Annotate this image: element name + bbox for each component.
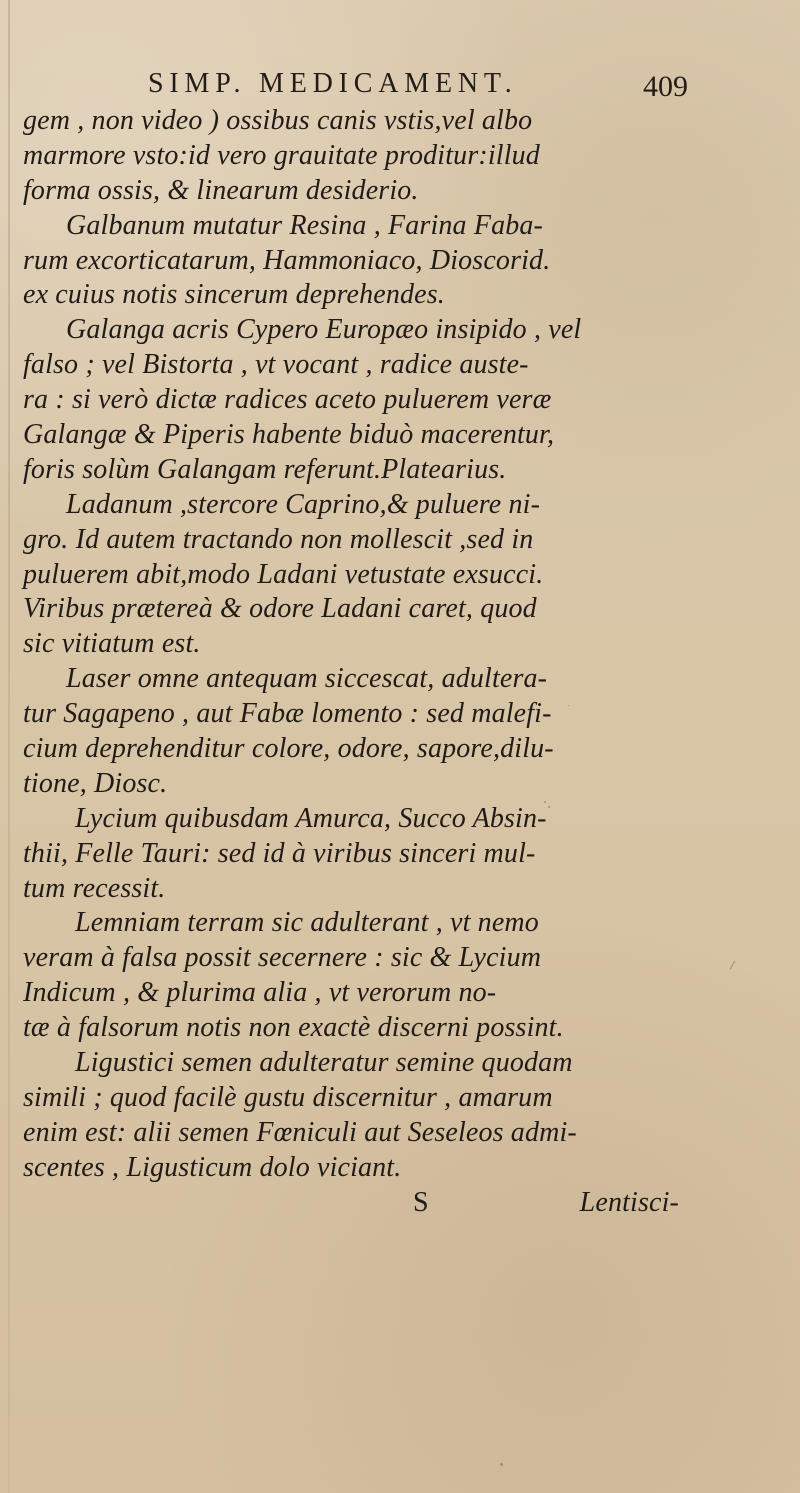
text-line: Galangæ & Piperis habente biduò macerentur, xyxy=(23,419,555,451)
text-line: marmore vsto:id vero grauitate proditur:illud xyxy=(23,139,540,171)
text-line: cium deprehenditur colore, odore, sapore,dilu- xyxy=(23,733,554,765)
paper-speck xyxy=(500,1463,503,1466)
text-line: Lemniam terram sic adulterant , vt nemo xyxy=(75,907,539,939)
catchword-row xyxy=(23,1186,698,1221)
text-line: tæ à falsorum notis non exactè discerni possint. xyxy=(23,1012,564,1044)
text-line: tum recessit. xyxy=(23,872,166,904)
text-line: foris solùm Galangam referunt.Platearius. xyxy=(23,453,507,485)
text-line: Ligustici semen adulteratur semine quodam xyxy=(75,1047,573,1079)
text-line: scentes , Ligusticum dolo viciant. xyxy=(23,1151,402,1183)
text-line: gem , non video ) ossibus canis vstis,vel albo xyxy=(23,105,533,136)
text-line: veram à falsa possit secernere : sic & Lycium xyxy=(23,942,542,974)
text-line: thii, Felle Tauri: sed id à viribus sinceri mul- xyxy=(23,837,536,869)
text-line: enim est: alii semen Fœniculi aut Seseleos admi- xyxy=(23,1116,577,1148)
text-line: gro. Id autem tractando non mollescit ,sed in xyxy=(23,523,534,555)
running-title: SIMP. MEDICAMENT. xyxy=(148,68,518,99)
text-line: Viribus prætereà & odore Ladani caret, quod xyxy=(23,593,537,625)
text-line: Lycium quibusdam Amurca, Succo Absin- xyxy=(75,802,547,834)
text-line: rum excorticatarum, Hammoniaco, Dioscorid. xyxy=(23,244,551,276)
text-line: Laser omne antequam siccescat, adultera- xyxy=(66,663,548,695)
text-line: falso ; vel Bistorta , vt vocant , radice auste- xyxy=(23,349,529,381)
text-line: forma ossis, & linearum desiderio. xyxy=(23,174,419,206)
text-line: tione, Diosc. xyxy=(23,767,168,799)
main-text xyxy=(23,104,698,1221)
text-line: sic vitiatum est. xyxy=(23,628,201,660)
text-line: puluerem abit,modo Ladani vetustate exsucci. xyxy=(23,558,544,590)
text-line: Galanga acris Cypero Europæo insipido , vel xyxy=(66,314,582,346)
text-line: Ladanum ,stercore Caprino,& puluere ni- xyxy=(66,488,541,520)
text-line: Indicum , & plurima alia , vt verorum no- xyxy=(23,977,497,1009)
paper-speck xyxy=(730,960,736,969)
text-line: ra : si verò dictæ radices aceto puluerem veræ xyxy=(23,384,552,416)
text-line: tur Sagapeno , aut Fabæ lomento : sed malefi- xyxy=(23,698,552,730)
catchword: Lentisci- xyxy=(579,1186,679,1218)
text-line: simili ; quod facilè gustu discernitur , amarum xyxy=(23,1081,553,1113)
page-number: 409 xyxy=(643,70,688,103)
text-line: Galbanum mutatur Resina , Farina Faba- xyxy=(66,209,544,241)
text-line: ex cuius notis sincerum deprehendes. xyxy=(23,279,445,311)
catchword-line xyxy=(23,1186,698,1221)
signature-mark: S xyxy=(413,1186,429,1218)
